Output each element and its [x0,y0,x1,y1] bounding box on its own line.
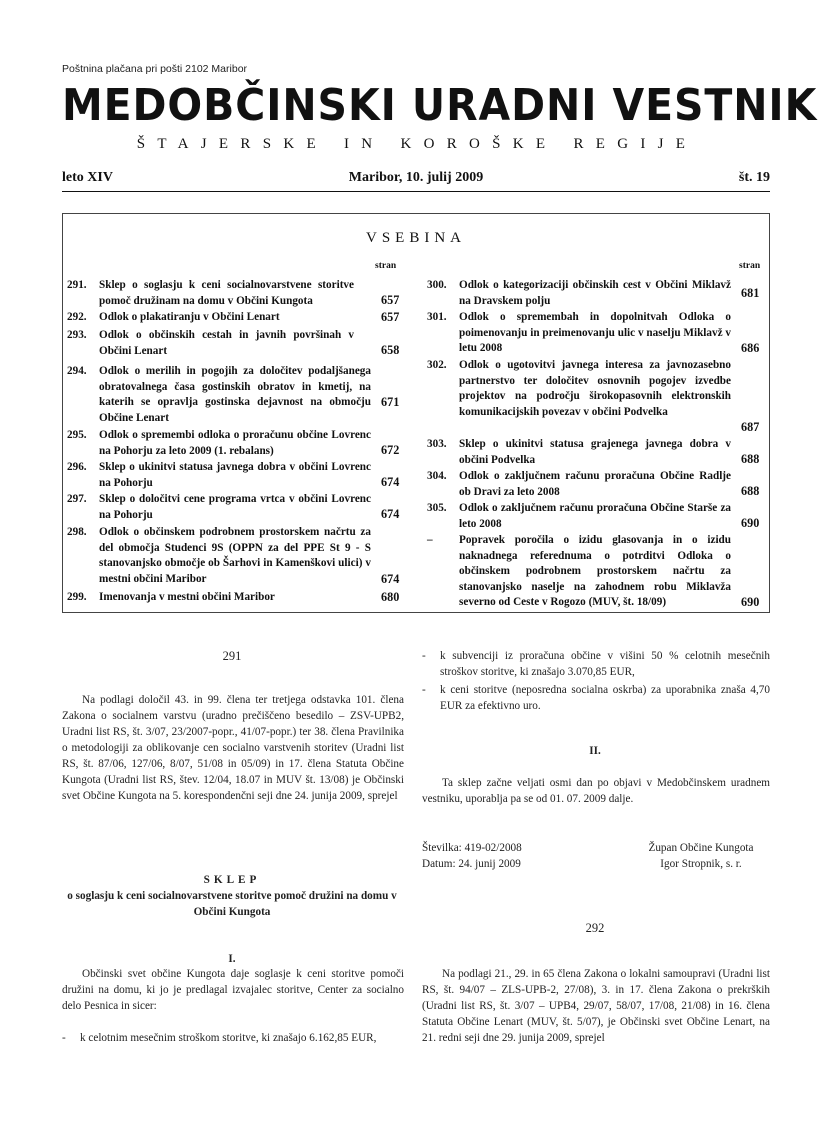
toc-entry-page: 687 [741,420,760,435]
toc-entry-300[interactable] [427,278,767,309]
toc-entry-title: Sklep o določitvi cene programa vrtca v občini Lovrenc na Pohorju [99,493,371,521]
list-item [422,648,770,680]
toc-entry-number: 294. [67,365,87,377]
toc-entry-296[interactable] [67,460,403,491]
toc-entry-page: 688 [741,452,760,467]
article-291-intro: Na podlagi določil 43. in 99. člena ter tretjega odstavka 101. člena Zakona o socialnem varstvu (uradno prečiščeno besedilo – ZSV-UPB2, Uradni list RS, št. 3/07, 23/2007-popr., 41/07-popr.) ter 38. člena Pravilnika o metodologiji za oblikovanje cen socialno varstvenih storitev (Uradni list RS, št. 87/06, 127/06, 8/07, 51/08 in 05/09) in 17. člena Statuta Občine Kungota (Uradni list RS, štev. 12/04, 18.07 in MUV št. 13/08) je Občinski svet Občine Kungota na 5. korespondenčni seji dne 24. junija 2009, sprejel [62,694,404,802]
toc-entry-299[interactable] [67,590,403,606]
article-291-section-1-text: Občinski svet občine Kungota daje soglasje k ceni storitve pomoči družini na domu, ki jo je predlagal izvajalec storitve, Center za socialno delo Pesnica in sicer: [62,968,404,1012]
toc-entry-number: 295. [67,429,87,441]
toc-entry-297[interactable] [67,492,403,523]
toc-entry-title: Odlok o spremembi odloka o proračunu občine Lovrenc na Pohorju za leto 2009 (1. rebalans) [99,429,371,457]
toc-entry-number: 304. [427,470,447,482]
toc-title: VSEBINA [365,230,466,246]
toc-entry-number: 301. [427,311,447,323]
toc-entry-page: 680 [381,590,400,605]
toc-entry-number: 293. [67,329,87,341]
toc-entry-293[interactable] [67,328,403,359]
toc-entry-303[interactable] [427,437,767,468]
toc-entry-page: 690 [741,516,760,531]
article-291-section-2-text: Ta sklep začne veljati osmi dan po objavi v Medobčinskem uradnem vestniku, uporablja pa se od 01. 07. 2009 dalje. [422,777,770,805]
article-291-signer-title: Župan Občine Kungota [648,842,754,854]
issue-place-date: Maribor, 10. julij 2009 [348,170,484,185]
issue-year: leto XIV [62,170,113,185]
toc-entry-page: 686 [741,341,760,356]
list-item [422,682,770,714]
toc-entry-title: Sklep o soglasju k ceni socialnovarstvene storitve pomoč družinam na domu v Občini Kungota [99,279,354,307]
toc-entry-number: 302. [427,359,447,371]
toc-entry-page: 681 [741,286,760,301]
toc-entry-page: 657 [381,310,400,325]
toc-entry-page: 672 [381,443,400,458]
article-291-section-2: II. [589,745,601,757]
toc-entry-304[interactable] [427,469,767,500]
toc-entry-number: 305. [427,502,447,514]
toc-entry-305[interactable] [427,501,767,532]
toc-entry-295[interactable] [67,428,403,459]
toc-entry-number: 299. [67,591,87,603]
toc-entry-294[interactable] [67,364,403,426]
toc-entry-302[interactable] [427,358,767,436]
toc-entry-292[interactable] [67,310,403,326]
toc-left-page-label: stran [375,261,397,271]
issue-number: št. 19 [738,170,770,185]
list-item-text: k ceni storitve (neposredna socialna oskrba) za uporabnika znaša 4,70 EUR za efektivno uro. [440,684,770,712]
toc-entry-title: Odlok o kategorizaciji občinskih cest v Občini Miklavž na Dravskem polju [459,279,731,307]
toc-entry-title: Odlok o ugotovitvi javnega interesa za javnozasebno partnerstvo ter določitev osnovnih pogojev izvedbe projektov na področju širokopasovnih elektronskih komunikacijskih povezav v občini Podvelka [459,359,731,418]
toc-entry-number: 291. [67,279,87,291]
masthead-subtitle: ŠTAJERSKE IN KOROŠKE REGIJE [136,136,698,152]
toc-entry-title: Sklep o ukinitvi statusa javnega dobra v občini Lovrenc na Pohorju [99,461,371,489]
toc-entry-title: Odlok o občinskih cestah in javnih površinah v Občini Lenart [99,329,354,357]
article-291-number: 291 [222,649,242,663]
article-291-ref-number: Številka: 419-02/2008 [422,842,522,854]
toc-entry-number: 298. [67,526,87,538]
article-291-section-1: I. [228,953,236,965]
article-292-number: 292 [585,921,605,935]
toc-entry-page: 688 [741,484,760,499]
list-item-text: k celotnim mesečnim stroškom storitve, ki znašajo 6.162,85 EUR, [80,1032,377,1044]
masthead-title: MEDOBČINSKI URADNI VESTNIK [62,80,818,131]
toc-entry-number: 296. [67,461,87,473]
toc-entry-title: Odlok o plakatiranju v Občini Lenart [99,311,280,323]
toc-entry-title: Odlok o občinskem podrobnem prostorskem načrtu za del območja Studenci 9S (OPPN za del PPE St 9 - S stanovanjsko območje ob Šarhovi in Kamenškovi ulici) v mestni občini Maribor [99,526,371,585]
toc-entry-291[interactable] [67,278,403,309]
article-291-signer-name: Igor Stropnik, s. r. [660,858,742,870]
toc-right-page-label: stran [739,261,761,271]
postal-note: Poštnina plačana pri pošti 2102 Maribor [62,63,248,75]
toc-entry-page: 657 [381,293,400,308]
toc-entry-title: Imenovanja v mestni občini Maribor [99,591,275,603]
article-292-intro: Na podlagi 21., 29. in 65 člena Zakona o lokalni samoupravi (Uradni list RS, št. 94/07 – ZLS-UPB-2, 27/08), 3. in 17. člena Zakona o prekrških (Uradni list RS, št. 3/07 – UPB4, 29/07, 58/07, 17/08, 21/08) in 16. člena Statuta Občine Lenart (MUV, št. 5/07), je Občinski svet Občine Lenart, na 21. redni seji dne 29. junija 2009, sprejel [422,968,770,1044]
toc-entry-number: – [427,534,433,546]
bullet-mark: - [422,684,426,696]
toc-entry-title: Odlok o spremembah in dopolnitvah Odloka o poimenovanju in preimenovanju ulic v naselju Miklavž v letu 2008 [459,311,731,355]
toc-entry-number: 292. [67,311,87,323]
toc-entry-title: Odlok o merilih in pogojih za določitev podaljšanega obratovalnega časa gostinskih obratov in kmetij, na katerih se opravlja gostinska dejavnost na območju Občine Lenart [99,365,371,424]
toc-entry-title: Odlok o zaključnem računu proračuna Občine Starše za leto 2008 [459,502,731,530]
toc-entry-page: 658 [381,343,400,358]
toc-entry-title: Odlok o zaključnem računu proračuna Občine Radlje ob Dravi za leto 2008 [459,470,731,498]
toc-entry-page: 674 [381,572,400,587]
toc-entry-title: Popravek poročila o izidu glasovanja in o izidu naknadnega referednuma o potrditvi Odloka o občinskem podrobnem prostorskem načrtu za stanovanjsko naselje na zahodnem robu Miklavža severno od Ceste v Rogozo (MUV, št. 18/09) [459,534,731,609]
article-291-heading-sub: o soglasju k ceni socialnovarstvene storitve pomoč družini na domu v Občini Kungota [67,890,397,918]
toc-entry-page: 674 [381,507,400,522]
toc-entry-page: 674 [381,475,400,490]
article-291-heading: SKLEP [203,874,261,886]
toc-entry-page: 671 [381,395,400,410]
toc-entry-title: Sklep o ukinitvi statusa grajenega javnega dobra v občini Podvelka [459,438,731,466]
toc-entry-number: 300. [427,279,447,291]
article-291-date: Datum: 24. junij 2009 [422,858,521,870]
list-item [62,1030,404,1046]
toc-entry-number: 303. [427,438,447,450]
toc-entry-301[interactable] [427,310,767,357]
list-item-text: k subvenciji iz proračuna občine v višini 50 % celotnih mesečnih stroškov storitve, ki znašajo 3.070,85 EUR, [440,650,770,678]
toc-entry-page: 690 [741,595,760,610]
header-divider [62,191,770,192]
toc-entry-298[interactable] [67,525,403,588]
toc-entry-number: 297. [67,493,87,505]
toc-entry-correction[interactable] [427,533,767,611]
bullet-mark: - [422,650,426,662]
bullet-mark: - [62,1032,66,1044]
table-of-contents [62,213,770,613]
